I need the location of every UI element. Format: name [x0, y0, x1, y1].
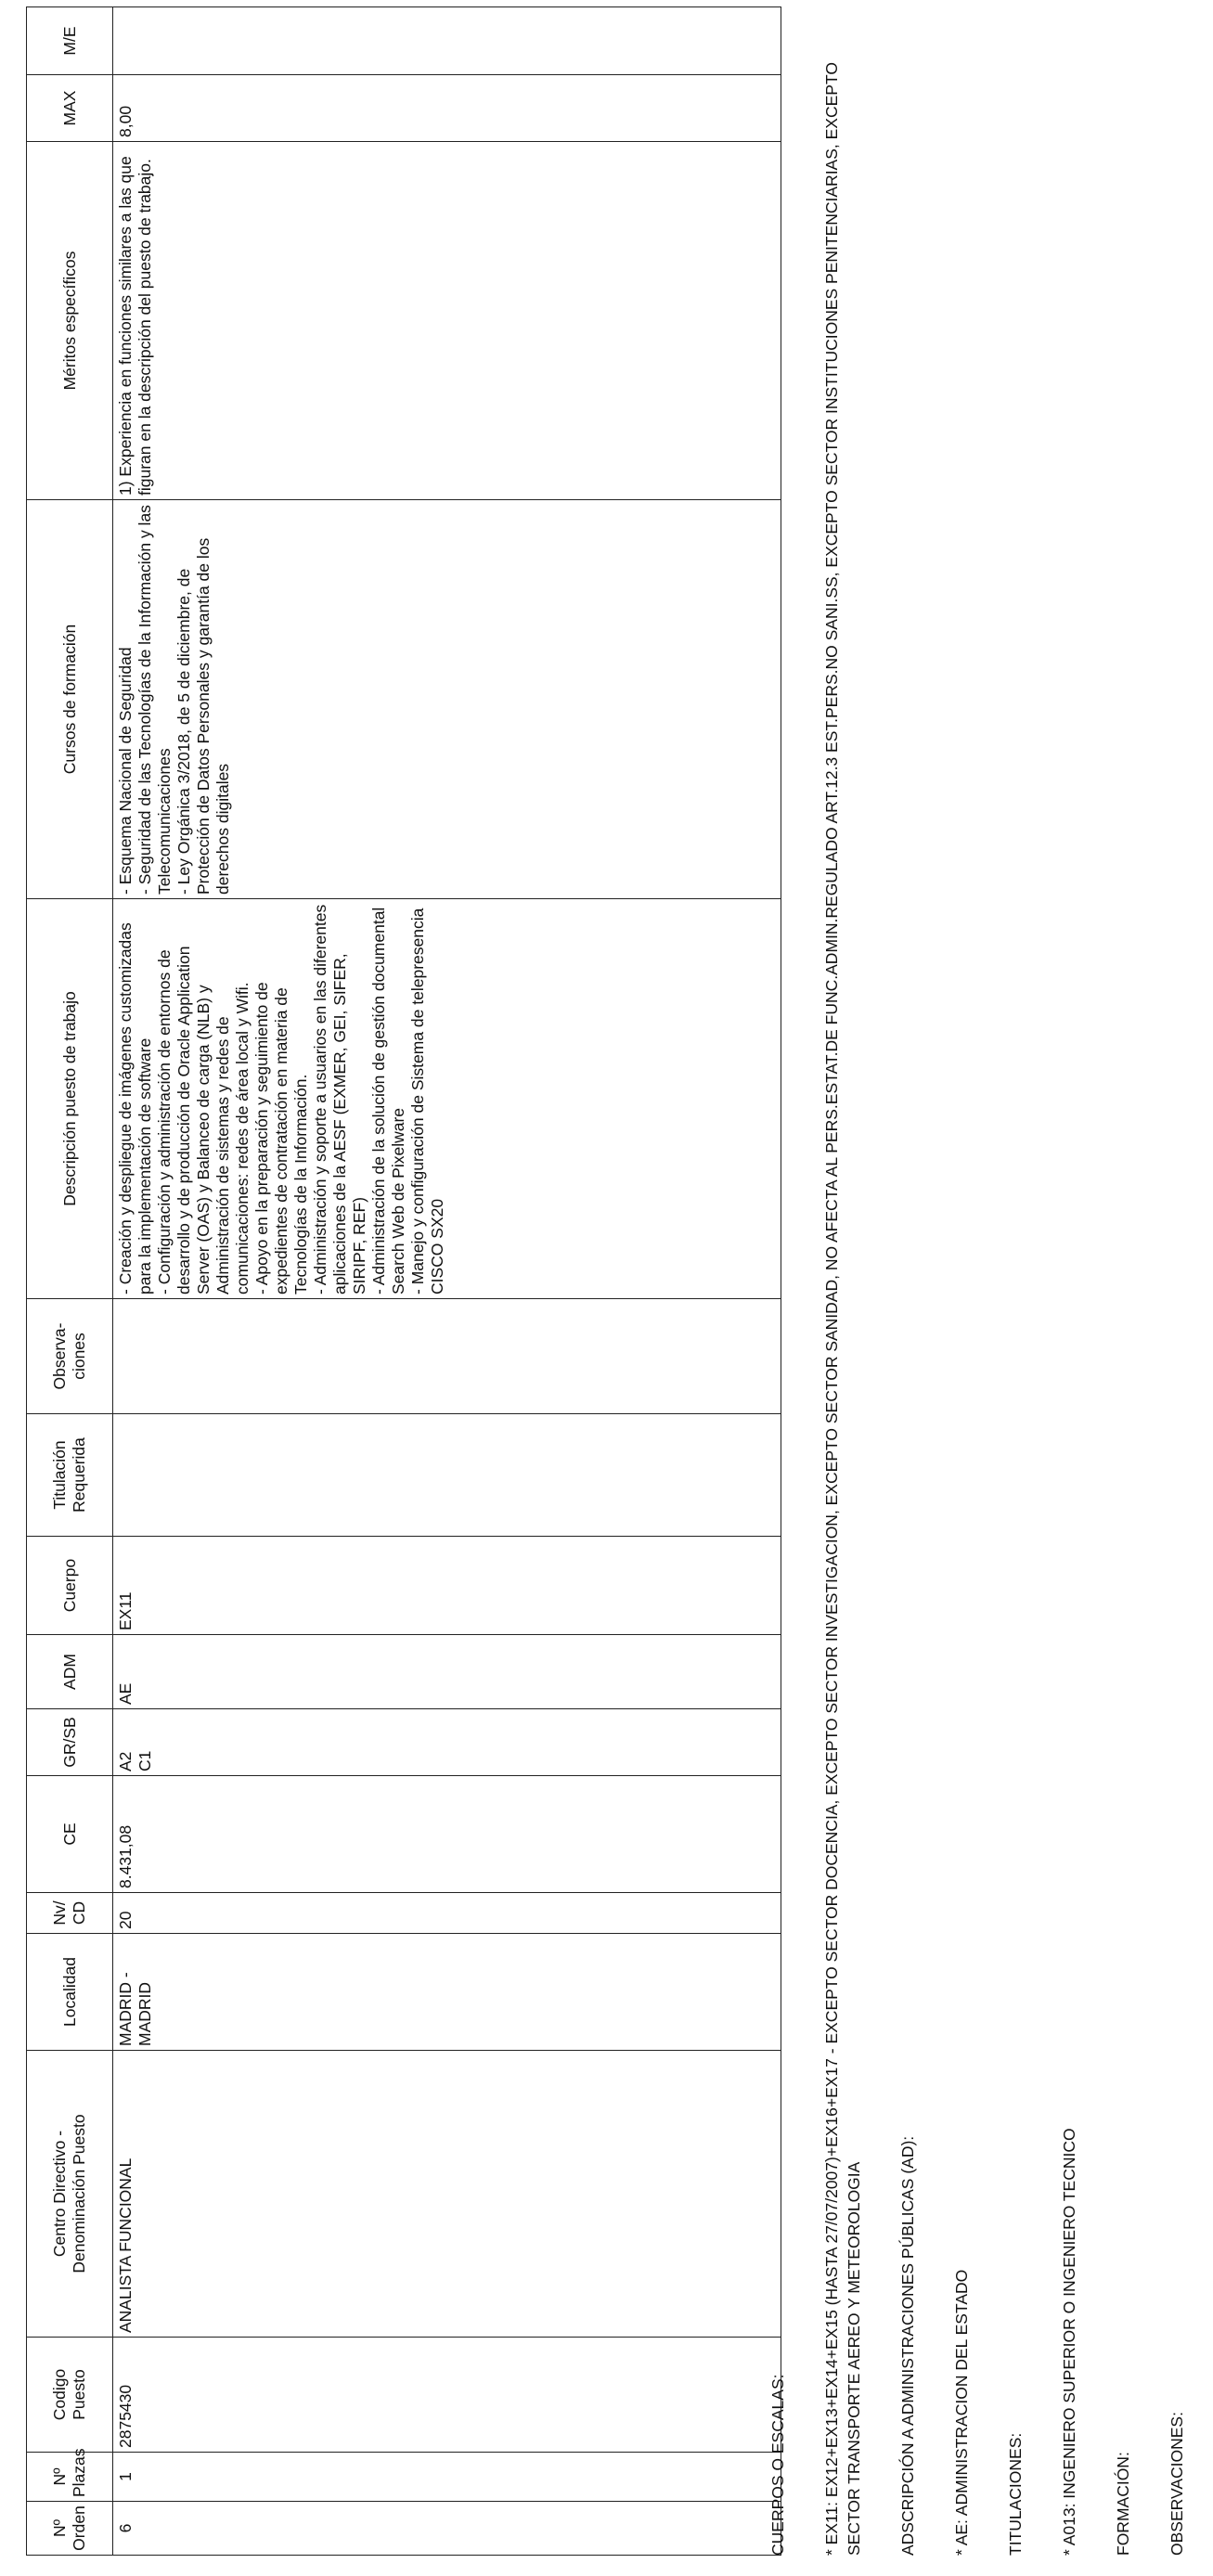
- header-max: MAX: [27, 75, 113, 142]
- formacion-title: FORMACIÓN:: [1114, 2452, 1132, 2556]
- cell-cursos: - Esquema Nacional de Seguridad - Seguridad de las Tecnologías de la Información y las Telecomunicaciones - Ley Orgánica 3/2018, de 5 de diciembre, de Protección de Datos Personales y garantía de los derechos digitales: [113, 500, 781, 899]
- header-grsb: GR/SB: [27, 1709, 113, 1776]
- header-orden: Nº Orden: [27, 2502, 113, 2556]
- header-codigo: Codigo Puesto: [27, 2338, 113, 2453]
- adscripcion-title: ADSCRIPCIÓN A ADMINISTRACIONES PÚBLICAS (AD):: [898, 2135, 917, 2556]
- cell-me: [113, 7, 781, 75]
- header-plazas: Nº Plazas: [27, 2453, 113, 2502]
- header-cursos: Cursos de formación: [27, 500, 113, 899]
- cell-max: 8,00: [113, 75, 781, 142]
- cell-observaciones: [113, 1299, 781, 1414]
- cell-codigo: 2875430: [113, 2338, 781, 2453]
- cell-grsb: A2 C1: [113, 1709, 781, 1776]
- header-observaciones: Observa- ciones: [27, 1299, 113, 1414]
- cell-adm: AE: [113, 1635, 781, 1709]
- cell-titulacion: [113, 1414, 781, 1537]
- header-meritos: Méritos específicos: [27, 142, 113, 500]
- header-cuerpo: Cuerpo: [27, 1537, 113, 1635]
- cell-nvcd: 20: [113, 1893, 781, 1934]
- header-row: [27, 7, 113, 2556]
- header-localidad: Localidad: [27, 1934, 113, 2051]
- header-me: M/E: [27, 7, 113, 75]
- cuerpos-title: CUERPOS O ESCALAS:: [768, 2374, 787, 2556]
- titulaciones-text: * A013: INGENIERO SUPERIOR O INGENIERO TECNICO: [1060, 2128, 1078, 2556]
- cell-plazas: 1: [113, 2453, 781, 2502]
- cell-cuerpo: EX11: [113, 1537, 781, 1635]
- header-adm: ADM: [27, 1635, 113, 1709]
- header-nvcd: Nv/ CD: [27, 1893, 113, 1934]
- cell-descripcion: - Creación y despliegue de imágenes customizadas para la implementación de software - Configuración y administración de entornos de desarrollo y de producción de Oracle Application Server (OAS) y Balanceo de carga (NLB) y Administración de sistemas y redes de comunicaciones: redes de área local y Wifi. - Apoyo en la preparación y seguimiento de expedientes de contratación en materia de Tecnologías de la Información. - Administración y soporte a usuarios en las diferentes aplicaciones de la AESF (EXMER, GEI, SIFER, SIRIPF, REF) - Administración de la solución de gestión documental Search Web de Pixelware - Manejo y configuración de Sistema de telepresencia CISCO SX20: [113, 899, 781, 1299]
- cell-ce: 8.431,08: [113, 1776, 781, 1893]
- header-titulacion: Titulación Requerida: [27, 1414, 113, 1537]
- titulaciones-title: TITULACIONES:: [1006, 2432, 1025, 2556]
- cuerpos-text: * EX11: EX12+EX13+EX14+EX15 (HASTA 27/07/2007)+EX16+EX17 - EXCEPTO SECTOR DOCENCIA, EXCEPTO SECTOR INVESTIGACION, EXCEPTO SECTOR SANIDAD, NO AFECTA AL PERS.ESTAT.DE FUNC.ADMIN.REGULADO ART.12.3 EST.PERS.NO SANI.SS, EXCEPTO SECTOR INSTITUCIONES PENITENCIARIAS, EXCEPTO SECTOR TRANSPORTE AEREO Y METEOROLOGIA: [822, 62, 863, 2556]
- cell-localidad: MADRID - MADRID: [113, 1934, 781, 2051]
- legend-notes: [767, 23, 1188, 2556]
- header-descripcion: Descripción puesto de trabajo: [27, 899, 113, 1299]
- positions-table: [26, 6, 781, 2556]
- cell-orden: 6: [113, 2502, 781, 2556]
- observaciones-title: OBSERVACIONES:: [1168, 2412, 1186, 2556]
- table-row: [113, 7, 781, 2556]
- cell-meritos: 1) Experiencia en funciones similares a las que figuran en la descripción del puesto de trabajo.: [113, 142, 781, 500]
- header-centro: Centro Directivo - Denominación Puesto: [27, 2051, 113, 2338]
- adscripcion-text: * AE: ADMINISTRACION DEL ESTADO: [952, 2269, 971, 2556]
- header-ce: CE: [27, 1776, 113, 1893]
- cell-centro: ANALISTA FUNCIONAL: [113, 2051, 781, 2338]
